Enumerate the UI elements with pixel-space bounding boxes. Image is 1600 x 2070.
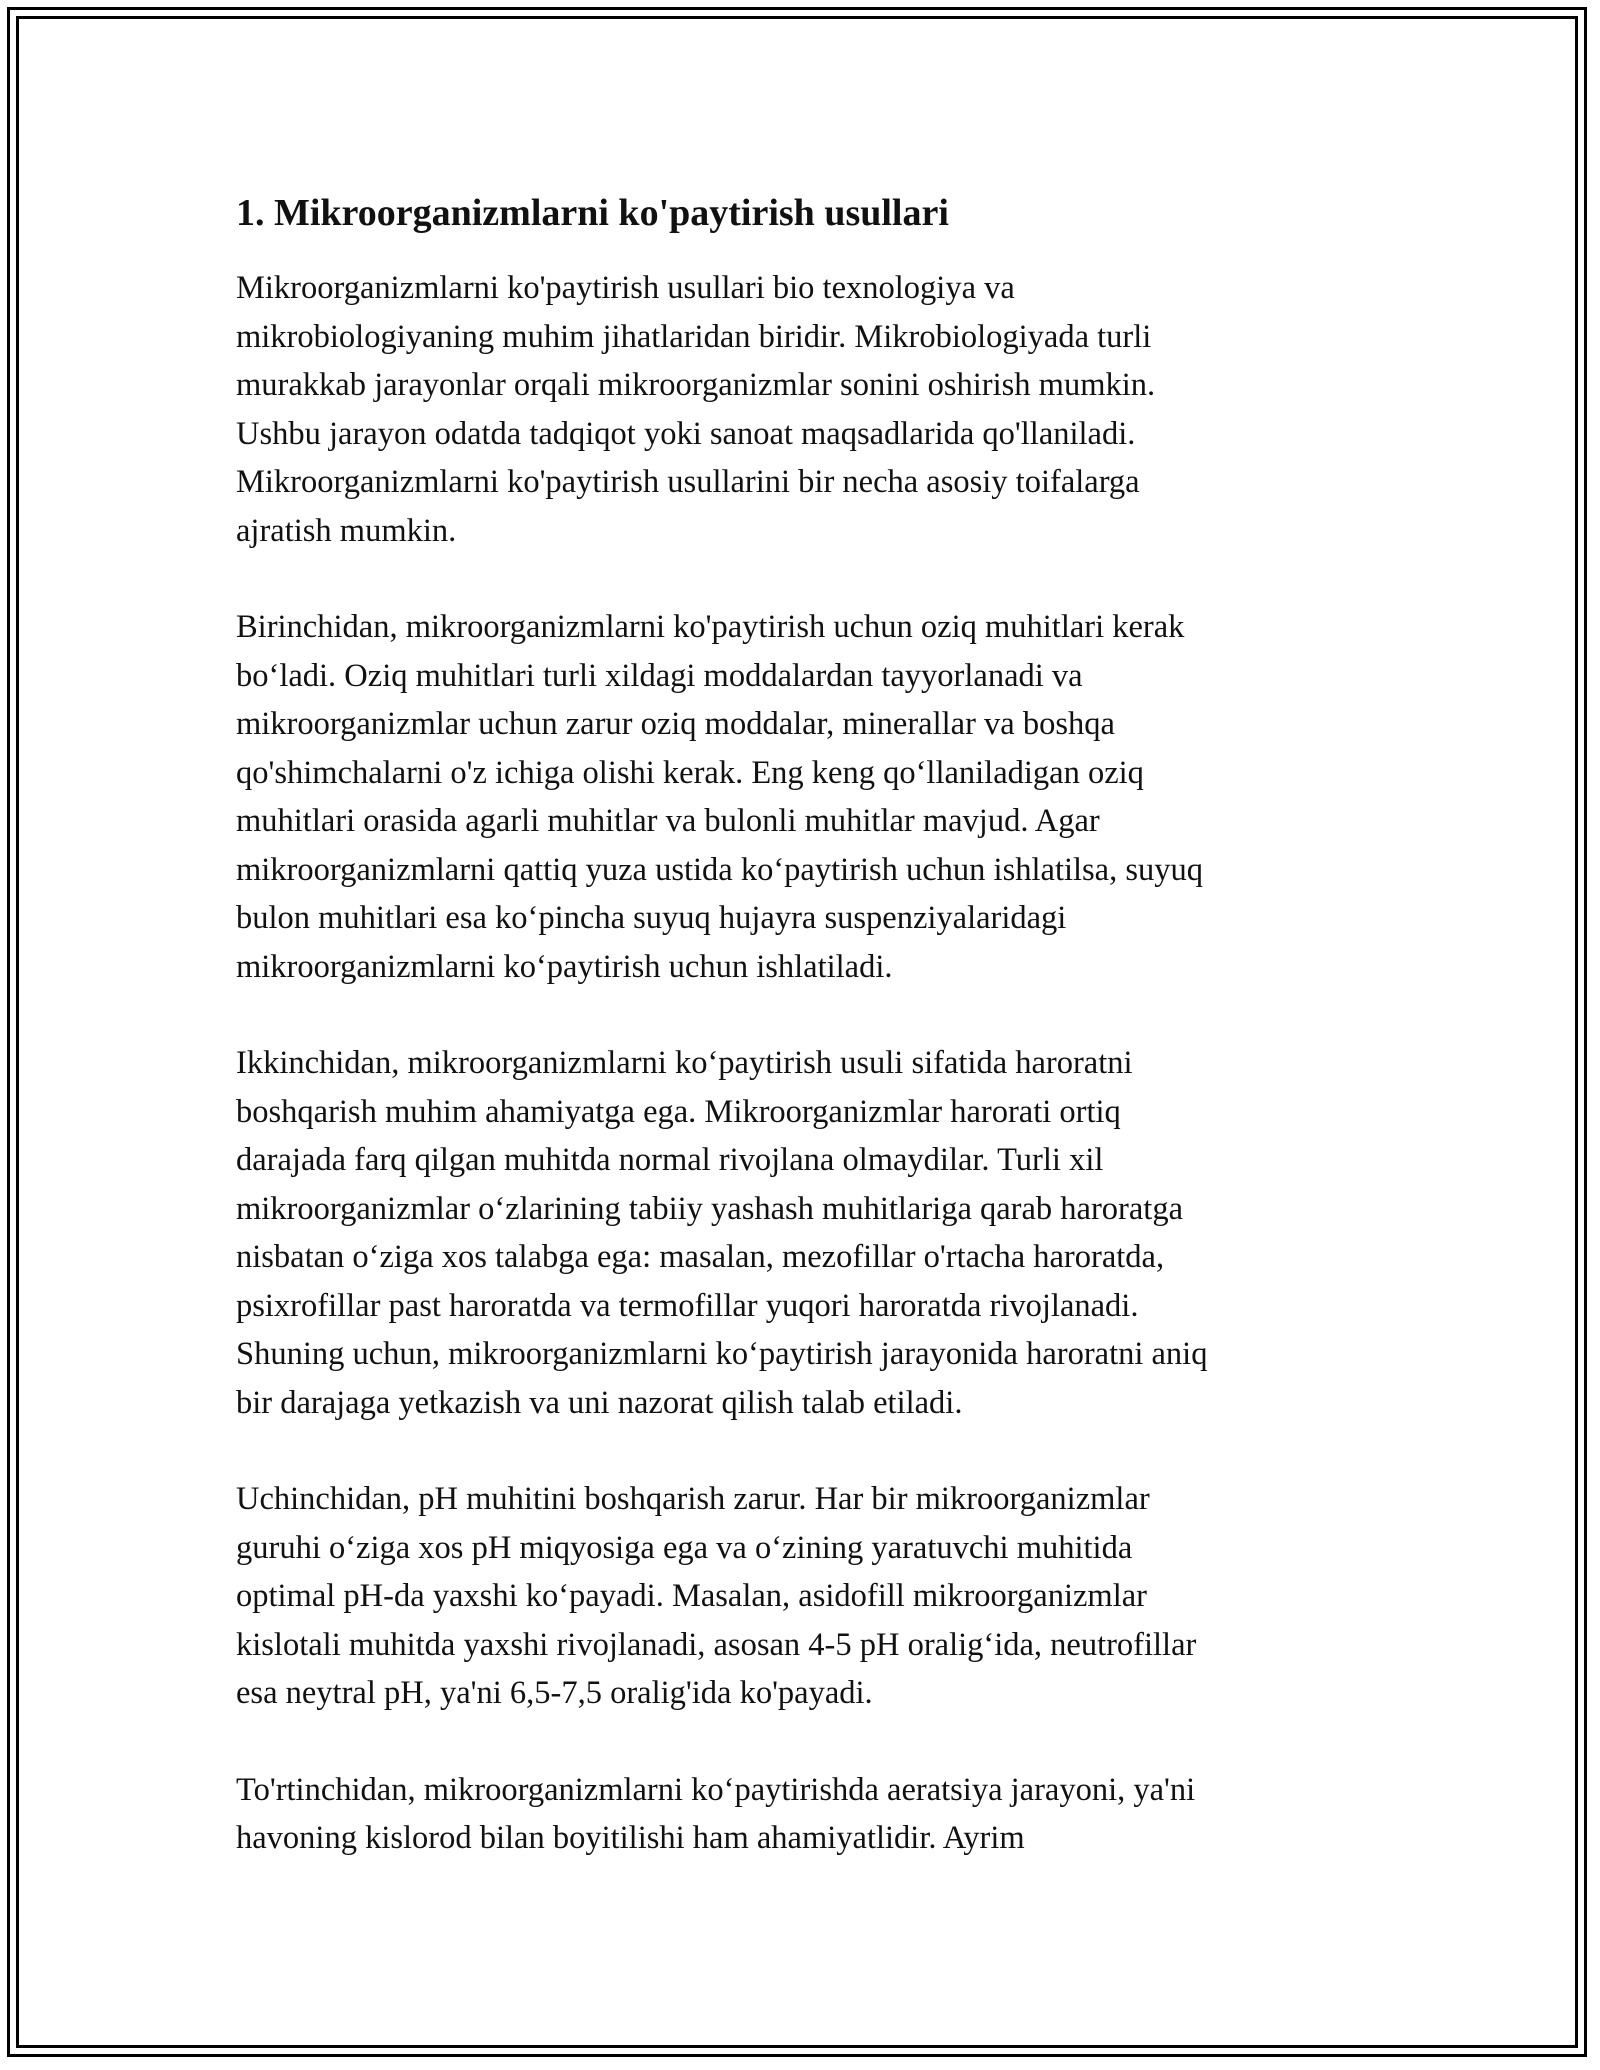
paragraph-second: Ikkinchidan, mikroorganizmlarni ko‘paytirish usuli sifatida haroratni boshqarish muhim ahamiyatga ega. Mikroorganizmlar harorati ortiq darajada farq qilgan muhitda normal rivojlana olmaydilar. Turli xil mikroorganizmlar o‘zlarining tabiiy yashash muhitlariga qarab haroratga nisbatan o‘ziga xos talabga ega: masalan, mezofillar o'rtacha haroratda, psixrofillar past haroratda va termofillar yuqori haroratda rivojlanadi. Shuning uchun, mikroorganizmlarni ko‘paytirish jarayonida haroratni aniq bir darajaga yetkazish va uni nazorat qilish talab etiladi. <box>236 1045 1208 1421</box>
paragraph-intro: Mikroorganizmlarni ko'paytirish usullari bio texnologiya va mikrobiologiyaning muhim jihatlaridan biridir. Mikrobiologiyada turli murakkab jarayonlar orqali mikroorganizmlar sonini oshirish mumkin. Ushbu jarayon odatda tadqiqot yoki sanoat maqsadlarida qo'llaniladi. Mikroorganizmlarni ko'paytirish usullarini bir necha asosiy toifalarga ajratish mumkin. <box>236 270 1156 549</box>
section-heading: 1. Mikroorganizmlarni ko'paytirish usullari <box>236 192 949 234</box>
document-body <box>236 188 1356 1911</box>
paragraph-fourth: To'rtinchidan, mikroorganizmlarni ko‘paytirishda aeratsiya jarayoni, ya'ni havoning kislorod bilan boyitilishi ham ahamiyatlidir. Ayrim <box>236 1771 1196 1856</box>
paragraph-first: Birinchidan, mikroorganizmlarni ko'paytirish uchun oziq muhitlari kerak bo‘ladi. Oziq muhitlari turli xildagi moddalardan tayyorlanadi va mikroorganizmlar uchun zarur oziq moddalar, minerallar va boshqa qo'shimchalarni o'z ichiga olishi kerak. Eng keng qo‘llaniladigan oziq muhitlari orasida agarli muhitlar va bulonli muhitlar mavjud. Agar mikroorganizmlarni qattiq yuza ustida ko‘paytirish uchun ishlatilsa, suyuq bulon muhitlari esa ko‘pincha suyuq hujayra suspenziyalaridagi mikroorganizmlarni ko‘paytirish uchun ishlatiladi. <box>236 609 1204 985</box>
paragraph-third: Uchinchidan, pH muhitini boshqarish zarur. Har bir mikroorganizmlar guruhi o‘ziga xos pH miqyosiga ega va o‘zining yaratuvchi muhitida optimal pH-da yaxshi ko‘payadi. Masalan, asidofill mikroorganizmlar kislotali muhitda yaxshi rivojlanadi, asosan 4-5 pH oralig‘ida, neutrofillar esa neytral pH, ya'ni 6,5-7,5 oralig'ida ko'payadi. <box>236 1481 1197 1711</box>
